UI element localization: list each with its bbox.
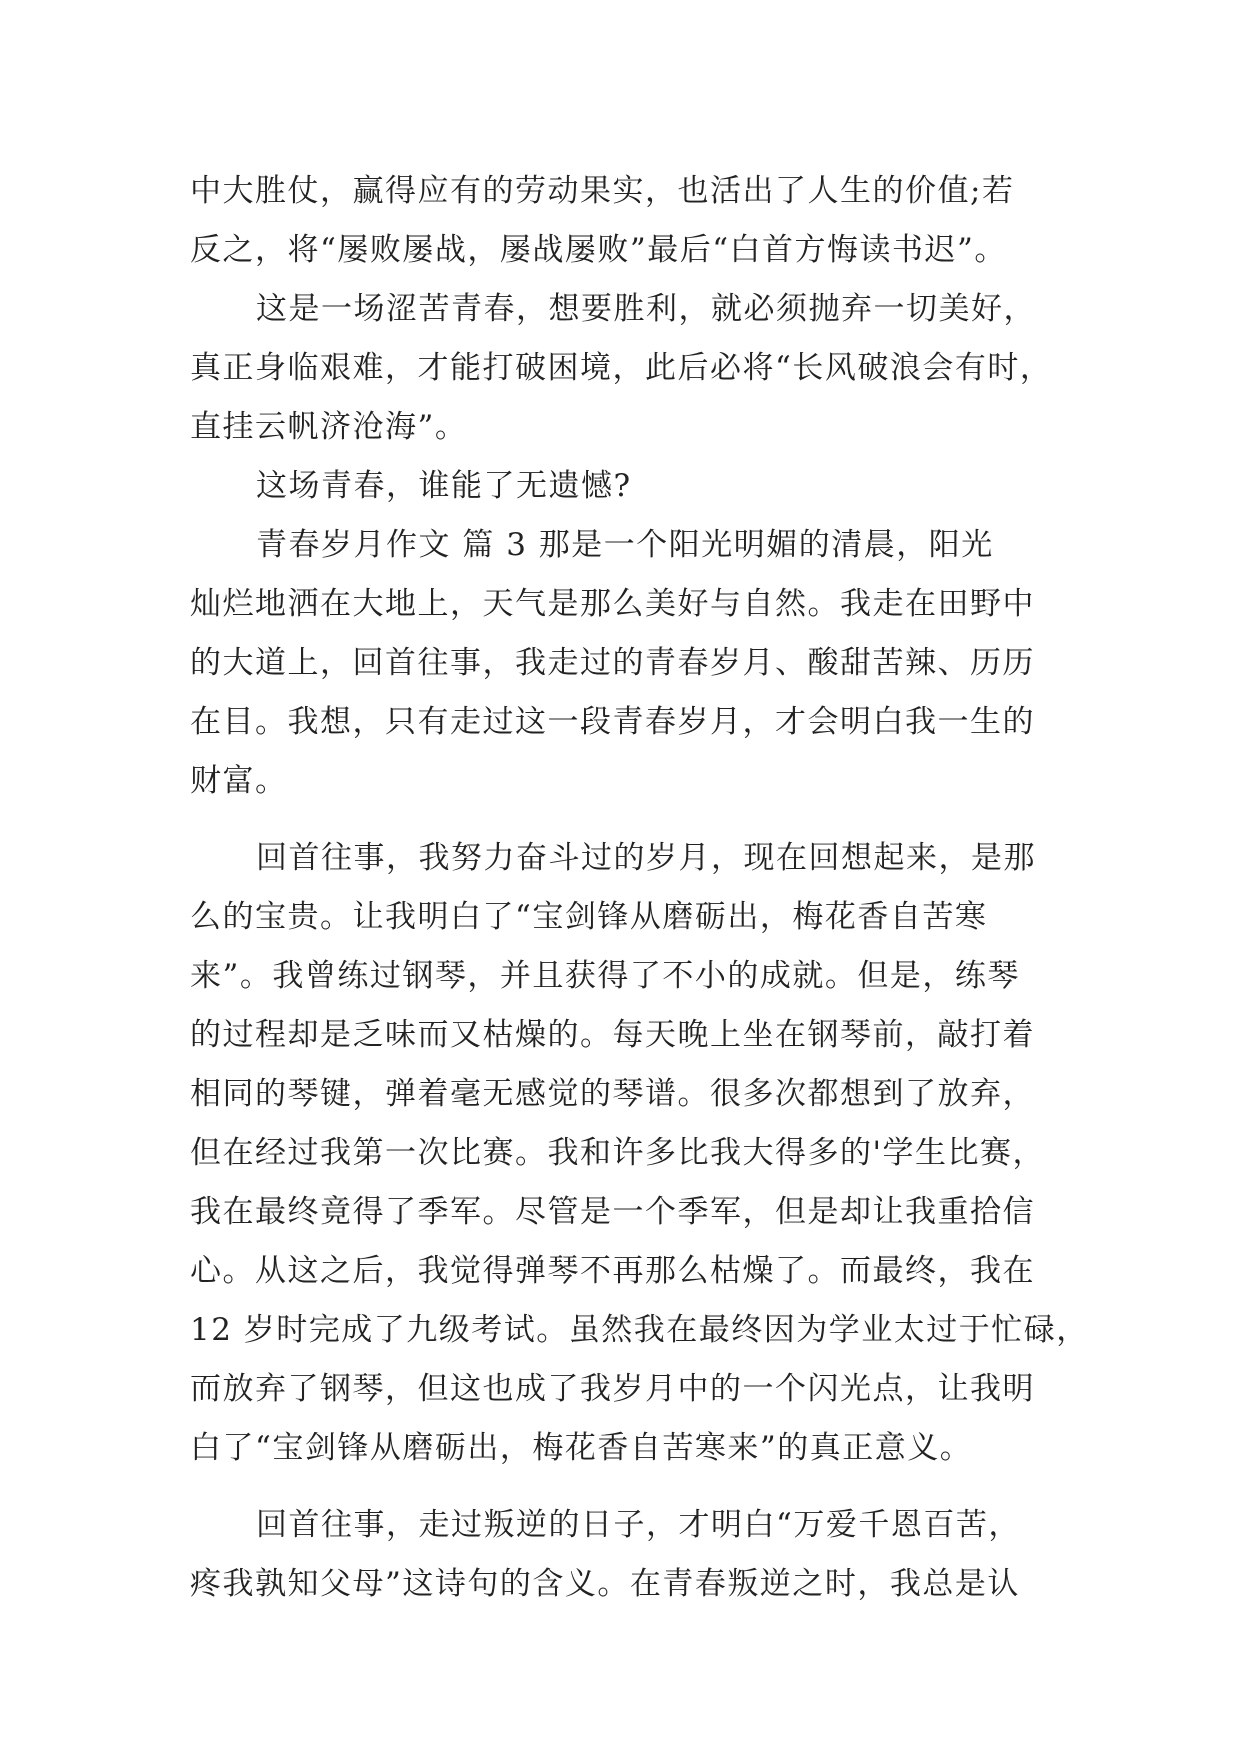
text-line: 回首往事，我努力奋斗过的岁月，现在回想起来，是那 (256, 840, 1036, 876)
text-line: 相同的琴键，弹着毫无感觉的琴谱。很多次都想到了放弃， (190, 1076, 1035, 1112)
paragraph-gap (190, 1478, 1060, 1496)
text-line: 青春岁月作文 篇 3 那是一个阳光明媚的清晨，阳光 (256, 527, 994, 563)
text-line: 么的宝贵。让我明白了“宝剑锋从磨砺出，梅花香自苦寒 (190, 899, 988, 935)
text-line: 财富。 (190, 763, 288, 799)
text-line: 的过程却是乏味而又枯燥的。每天晚上坐在钢琴前，敲打着 (190, 1017, 1035, 1053)
text-line: 疼我孰知父母”这诗句的含义。在青春叛逆之时，我总是认 (190, 1566, 1020, 1602)
text-line: 12 岁时完成了九级考试。虽然我在最终因为学业太过于忙碌， (190, 1312, 1089, 1348)
text-line: 白了“宝剑锋从磨砺出，梅花香自苦寒来”的真正意义。 (190, 1430, 973, 1466)
text-line: 真正身临艰难，才能打破困境，此后必将“长风破浪会有时， (190, 350, 1053, 386)
text-line: 在目。我想，只有走过这一段青春岁月，才会明白我一生的 (190, 704, 1035, 740)
document-body (190, 162, 1089, 1614)
text-line: 直挂云帆济沧海”。 (190, 409, 468, 445)
text-line: 而放弃了钢琴，但这也成了我岁月中的一个闪光点，让我明 (190, 1371, 1035, 1407)
text-line: 反之，将“屡败屡战，屡战屡败”最后“白首方悔读书迟”。 (190, 232, 1007, 268)
text-line: 但在经过我第一次比赛。我和许多比我大得多的'学生比赛， (190, 1135, 1046, 1171)
text-line: 的大道上，回首往事，我走过的青春岁月、酸甜苦辣、历历 (190, 645, 1035, 681)
text-line: 这场青春，谁能了无遗憾? (256, 468, 632, 504)
paragraph-gap (190, 811, 1060, 829)
text-line: 回首往事，走过叛逆的日子，才明白“万爱千恩百苦， (256, 1507, 1021, 1543)
text-line: 灿烂地洒在大地上，天气是那么美好与自然。我走在田野中 (190, 586, 1035, 622)
text-line: 我在最终竟得了季军。尽管是一个季军，但是却让我重拾信 (190, 1194, 1035, 1230)
text-line: 中大胜仗，赢得应有的劳动果实，也活出了人生的价值;若 (190, 173, 1015, 209)
text-line: 来”。我曾练过钢琴，并且获得了不小的成就。但是，练琴 (190, 958, 1020, 994)
text-line: 这是一场涩苦青春，想要胜利，就必须抛弃一切美好， (256, 291, 1036, 327)
text-line: 心。从这之后，我觉得弹琴不再那么枯燥了。而最终，我在 (190, 1253, 1035, 1289)
